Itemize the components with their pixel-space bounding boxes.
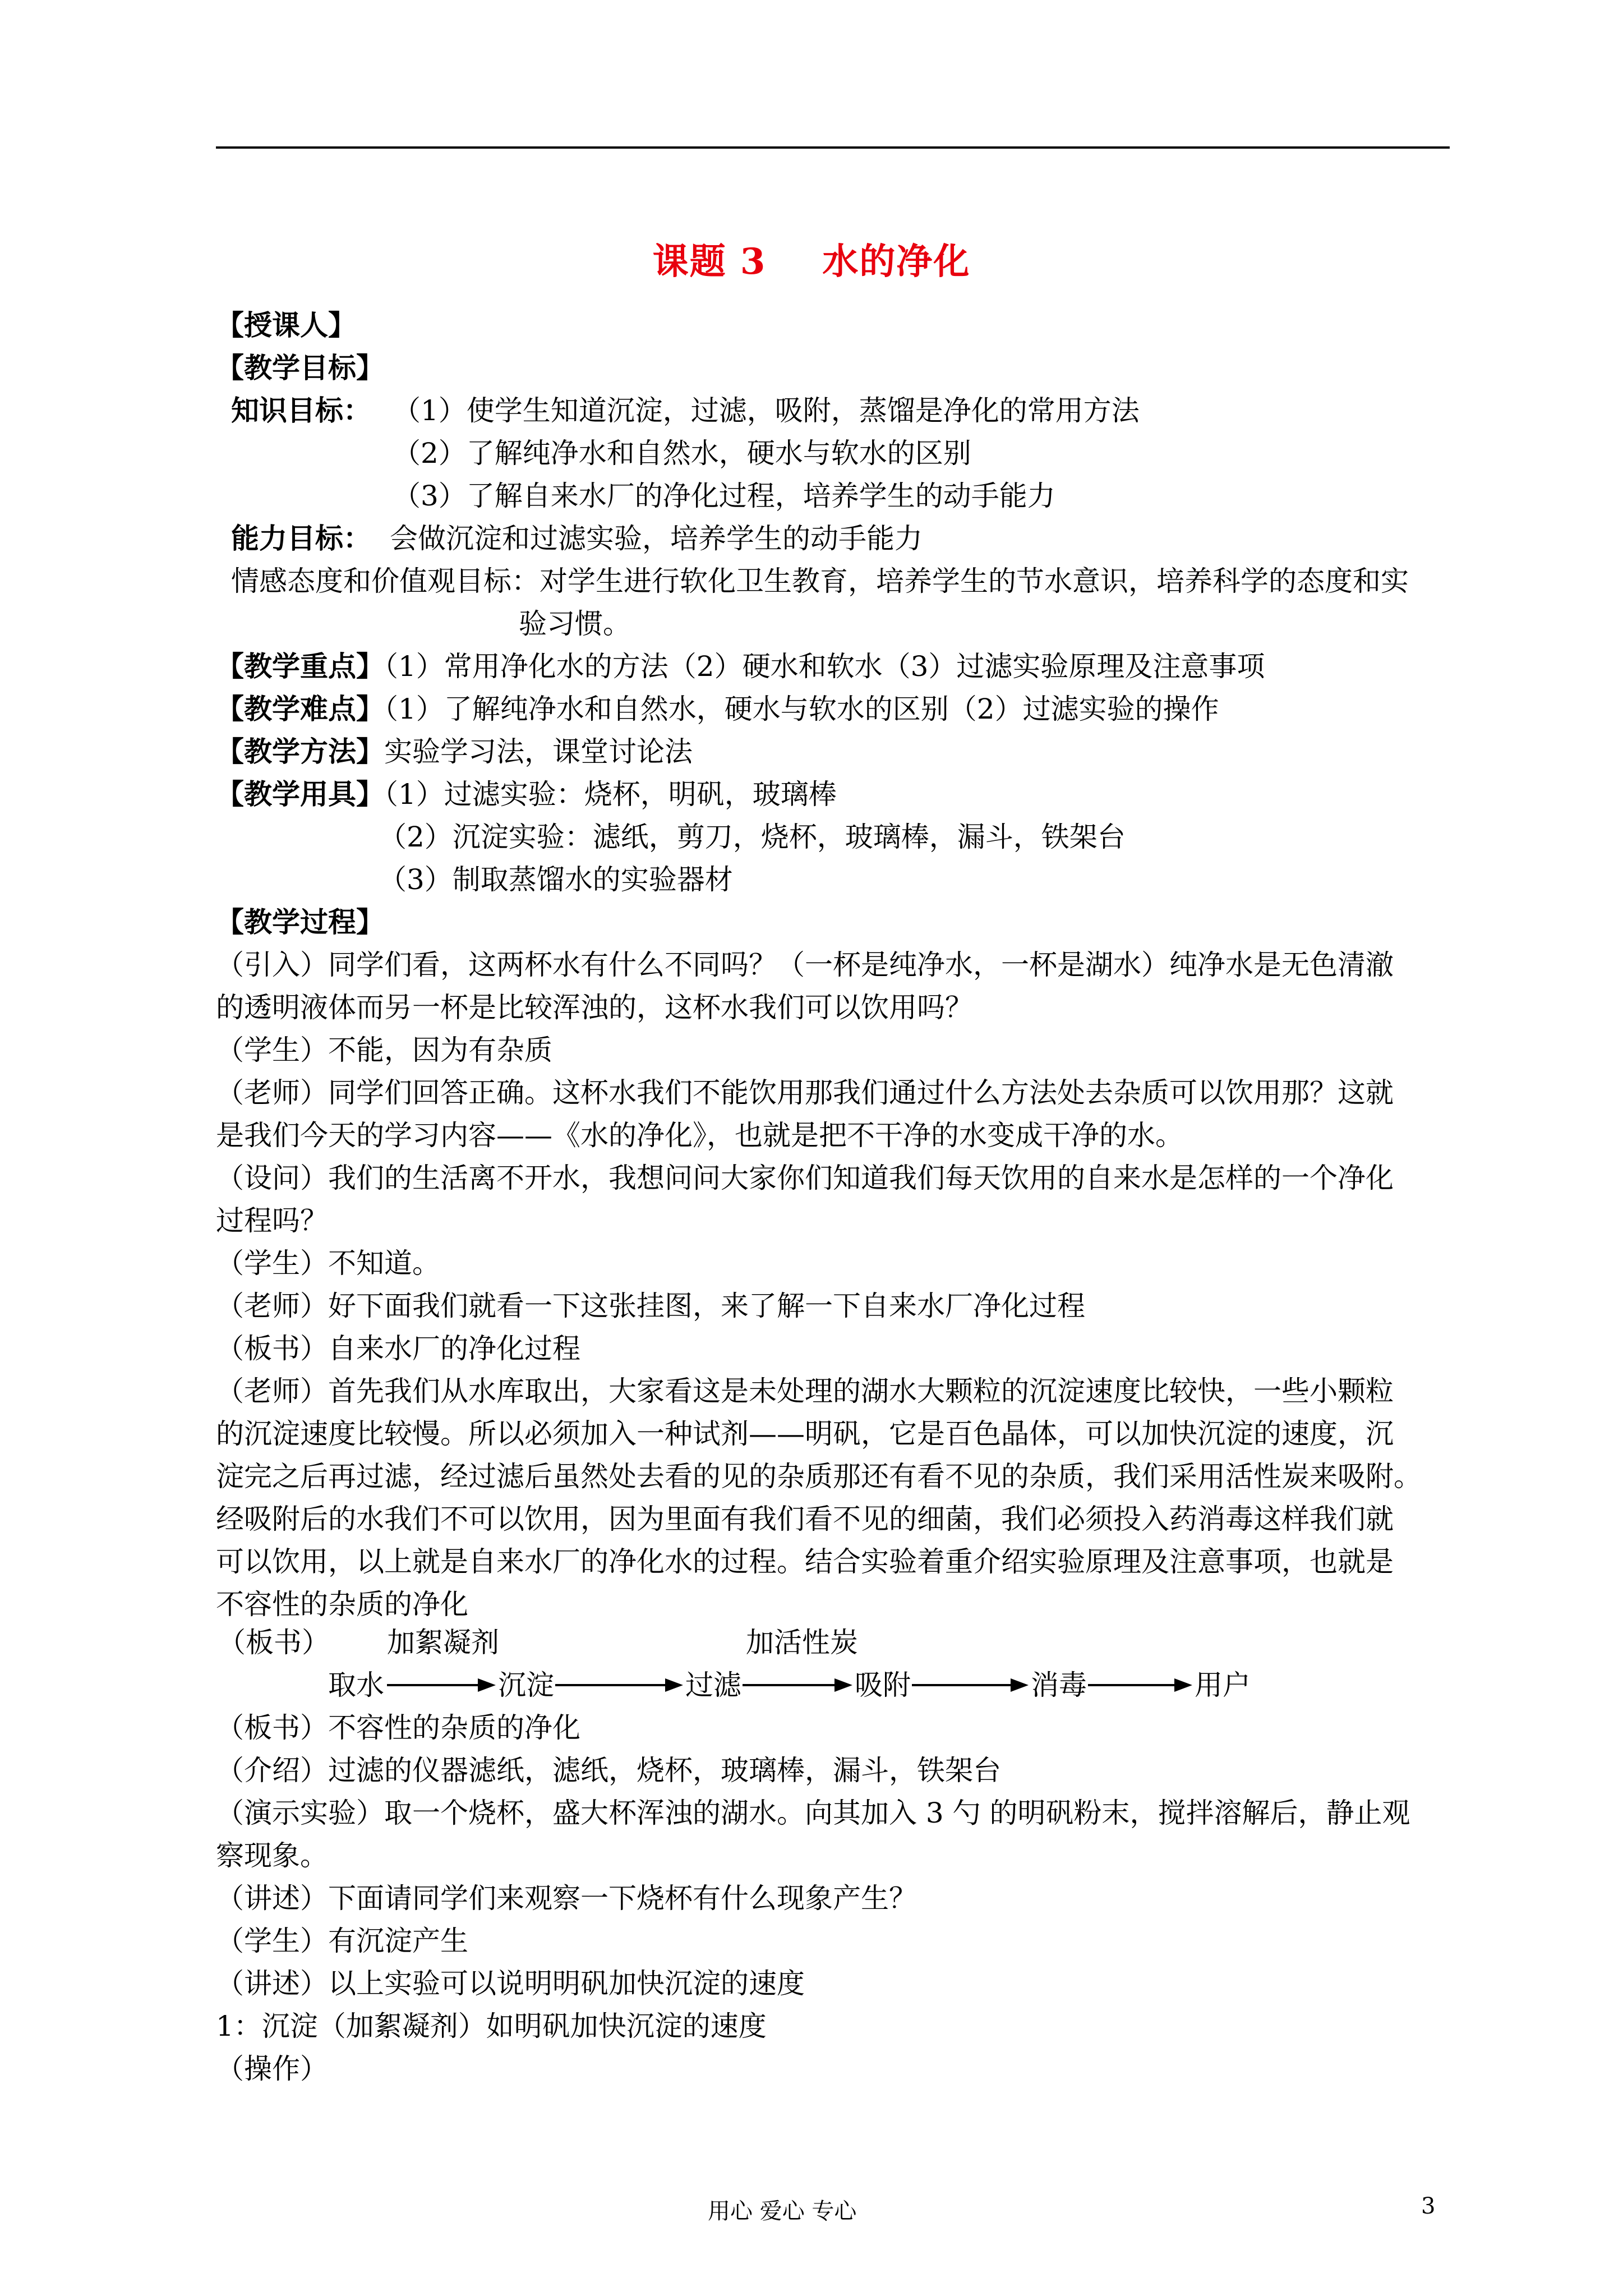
line-text: 不容性的杂质的净化 bbox=[216, 1588, 468, 1621]
line-text: （1）了解纯净水和自然水，硬水与软水的区别（2）过滤实验的操作 bbox=[384, 693, 1219, 725]
footer-text: 用心 爱心 专心 bbox=[708, 2198, 857, 2224]
line-text: 1：沉淀（加絮凝剂）如明矾加快沉淀的速度 bbox=[216, 2010, 767, 2042]
line-text: （2）沉淀实验：滤纸，剪刀，烧杯，玻璃棒，漏斗，铁架台 bbox=[379, 821, 1126, 853]
line-text: （讲述）以上实验可以说明明矾加快沉淀的速度 bbox=[216, 1967, 805, 2000]
line-text: （1）使学生知道沉淀，过滤，吸附，蒸馏是净化的常用方法 bbox=[393, 394, 1140, 427]
line-text: 验习惯。 bbox=[519, 608, 631, 640]
flow-arrow-head bbox=[834, 1678, 852, 1692]
page-number: 3 bbox=[1421, 2193, 1436, 2219]
line-text: （老师）首先我们从水库取出，大家看这是未处理的湖水大颗粒的沉淀速度比较快，一些小颗粒 bbox=[216, 1375, 1394, 1407]
flow-note-left: 加絮凝剂 bbox=[387, 1626, 499, 1659]
line-text: 察现象。 bbox=[216, 1839, 328, 1872]
heading-label: 【授课人】 bbox=[216, 309, 356, 342]
heading-label: 【教学难点】 bbox=[216, 692, 384, 725]
flow-arrow-head bbox=[1174, 1678, 1192, 1692]
line-text: 可以饮用，以上就是自来水厂的净化水的过程。结合实验着重介绍实验原理及注意事项，也就是 bbox=[216, 1545, 1394, 1578]
line-text: （操作） bbox=[216, 2053, 328, 2085]
flow-board-label: （板书） bbox=[218, 1626, 330, 1659]
heading-label: 【教学重点】 bbox=[216, 650, 384, 683]
flow-step: 吸附 bbox=[855, 1669, 911, 1701]
line-text: 会做沉淀和过滤实验，培养学生的动手能力 bbox=[390, 522, 923, 555]
flow-step: 消毒 bbox=[1031, 1669, 1087, 1701]
line-text: （讲述）下面请同学们来观察一下烧杯有什么现象产生？ bbox=[216, 1882, 917, 1915]
line-text: （学生）有沉淀产生 bbox=[216, 1925, 468, 1957]
line-text: （板书）自来水厂的净化过程 bbox=[216, 1332, 580, 1365]
flow-arrow-head bbox=[665, 1678, 683, 1692]
line-text: 的透明液体而另一杯是比较浑浊的，这杯水我们可以饮用吗？ bbox=[216, 991, 973, 1024]
heading-label: 【教学过程】 bbox=[216, 905, 384, 938]
heading-label: 【教学用具】 bbox=[216, 777, 384, 811]
heading-label: 知识目标： bbox=[231, 394, 371, 427]
line-text: （学生）不知道。 bbox=[216, 1247, 440, 1280]
line-text: 的沉淀速度比较慢。所以必须加入一种试剂——明矾，它是百色晶体，可以加快沉淀的速度，沉 bbox=[216, 1418, 1394, 1450]
line-text: （3）制取蒸馏水的实验器材 bbox=[379, 863, 733, 896]
flow-arrow-head bbox=[1011, 1678, 1029, 1692]
line-text: 淀完之后再过滤，经过滤后虽然处去看的见的杂质那还有看不见的杂质，我们采用活性炭来吸附。 bbox=[216, 1460, 1422, 1493]
line-text: （2）了解纯净水和自然水，硬水与软水的区别 bbox=[393, 437, 971, 470]
line-text: 情感态度和价值观目标：对学生进行软化卫生教育，培养学生的节水意识，培养科学的态度和实 bbox=[231, 565, 1409, 597]
line-text: （介绍）过滤的仪器滤纸，滤纸，烧杯，玻璃棒，漏斗，铁架台 bbox=[216, 1754, 1001, 1787]
flow-arrow-head bbox=[478, 1678, 496, 1692]
flow-note-right: 加活性炭 bbox=[746, 1626, 858, 1659]
flow-step: 过滤 bbox=[685, 1669, 741, 1701]
line-text: （老师）好下面我们就看一下这张挂图，来了解一下自来水厂净化过程 bbox=[216, 1290, 1085, 1322]
flow-step: 取水 bbox=[328, 1669, 384, 1701]
line-text: 经吸附后的水我们不可以饮用，因为里面有我们看不见的细菌，我们必须投入药消毒这样我们就 bbox=[216, 1503, 1394, 1535]
line-text: 过程吗？ bbox=[216, 1204, 328, 1237]
title-part-2: 水的净化 bbox=[822, 241, 971, 283]
line-text: （老师）同学们回答正确。这杯水我们不能饮用那我们通过什么方法处去杂质可以饮用那？这就 bbox=[216, 1076, 1394, 1109]
line-text: 是我们今天的学习内容——《水的净化》，也就是把不干净的水变成干净的水。 bbox=[216, 1119, 1183, 1152]
title-part-1: 课题 3 bbox=[652, 241, 767, 283]
heading-label: 【教学目标】 bbox=[216, 351, 384, 384]
line-text: （设问）我们的生活离不开水，我想问问大家你们知道我们每天饮用的自来水是怎样的一个净化 bbox=[216, 1162, 1394, 1194]
line-text: （1）过滤实验：烧杯，明矾，玻璃棒 bbox=[384, 778, 837, 811]
line-text: （1）常用净化水的方法（2）硬水和软水（3）过滤实验原理及注意事项 bbox=[384, 650, 1265, 683]
line-text: （学生）不能，因为有杂质 bbox=[216, 1034, 552, 1066]
line-text: （3）了解自来水厂的净化过程，培养学生的动手能力 bbox=[393, 480, 1055, 512]
flow-step: 用户 bbox=[1195, 1669, 1251, 1701]
heading-label: 【教学方法】 bbox=[216, 735, 384, 768]
line-text: （板书）不容性的杂质的净化 bbox=[216, 1711, 580, 1744]
flow-step: 沉淀 bbox=[498, 1669, 554, 1701]
line-text: （引入）同学们看，这两杯水有什么不同吗？（一杯是纯净水，一杯是湖水）纯净水是无色清澈 bbox=[216, 949, 1394, 981]
line-text: （演示实验）取一个烧杯，盛大杯浑浊的湖水。向其加入 3 勺 的明矾粉末，搅拌溶解后，静止观 bbox=[216, 1797, 1410, 1829]
line-text: 实验学习法，课堂讨论法 bbox=[384, 735, 693, 768]
heading-label: 能力目标： bbox=[231, 522, 371, 555]
